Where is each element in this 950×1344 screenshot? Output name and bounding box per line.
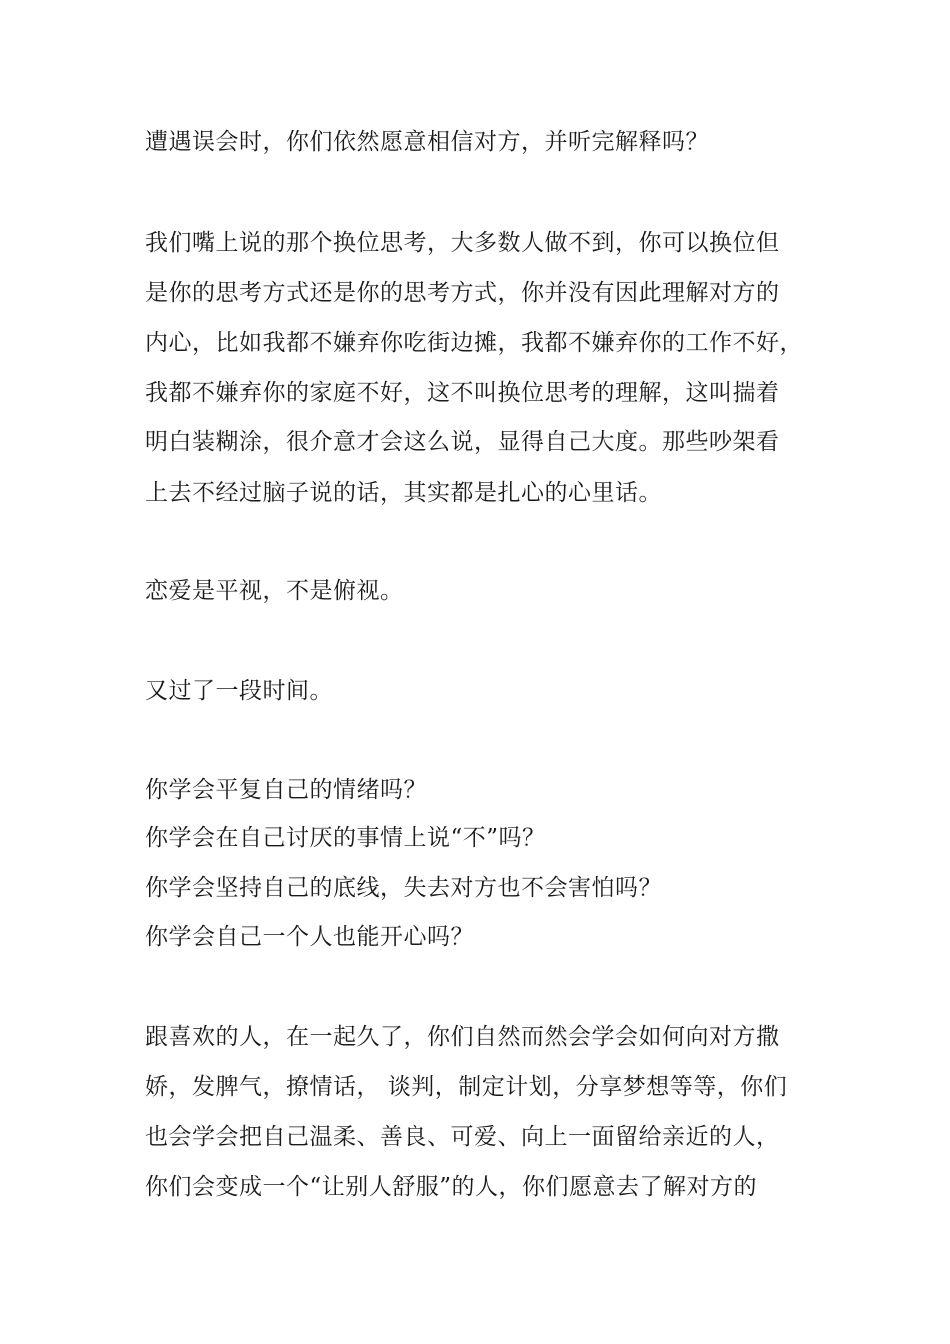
paragraph-5-line-4: 你学会自己一个人也能开心吗？ xyxy=(145,924,474,950)
paragraph-2-line-3: 内心，比如我都不嫌弃你吃街边摊，我都不嫌弃你的工作不好， xyxy=(145,330,803,356)
paragraph-1-line-1: 遭遇误会时，你们依然愿意相信对方，并听完解释吗？ xyxy=(145,129,709,155)
paragraph-6-line-4: 你们会变成一个“让别人舒服”的人，你们愿意去了解对方的 xyxy=(145,1174,758,1200)
paragraph-2-line-6: 上去不经过脑子说的话，其实都是扎心的心里话。 xyxy=(145,480,662,506)
paragraph-5-line-2: 你学会在自己讨厌的事情上说“不”吗？ xyxy=(145,825,546,851)
paragraph-6-line-1: 跟喜欢的人，在一起久了，你们自然而然会学会如何向对方撒 xyxy=(145,1024,780,1050)
paragraph-2-line-5: 明白装糊涂，很介意才会这么说，显得自己大度。那些吵架看 xyxy=(145,429,780,455)
paragraph-5-line-3: 你学会坚持自己的底线，失去对方也不会害怕吗？ xyxy=(145,875,662,901)
paragraph-3-line-1: 恋爱是平视，不是俯视。 xyxy=(145,578,404,604)
paragraph-5-line-1: 你学会平复自己的情绪吗？ xyxy=(145,777,427,803)
paragraph-6-line-2: 娇，发脾气，撩情话， 谈判，制定计划，分享梦想等等，你们 xyxy=(145,1074,788,1100)
paragraph-6-line-3: 也会学会把自己温柔、善良、可爱、向上一面留给亲近的人， xyxy=(145,1124,780,1150)
paragraph-2-line-4: 我都不嫌弃你的家庭不好，这不叫换位思考的理解，这叫揣着 xyxy=(145,380,780,406)
paragraph-2-line-1: 我们嘴上说的那个换位思考，大多数人做不到，你可以换位但 xyxy=(145,230,780,256)
paragraph-4-line-1: 又过了一段时间。 xyxy=(145,678,333,704)
paragraph-2-line-2: 是你的思考方式还是你的思考方式，你并没有因此理解对方的 xyxy=(145,280,780,306)
